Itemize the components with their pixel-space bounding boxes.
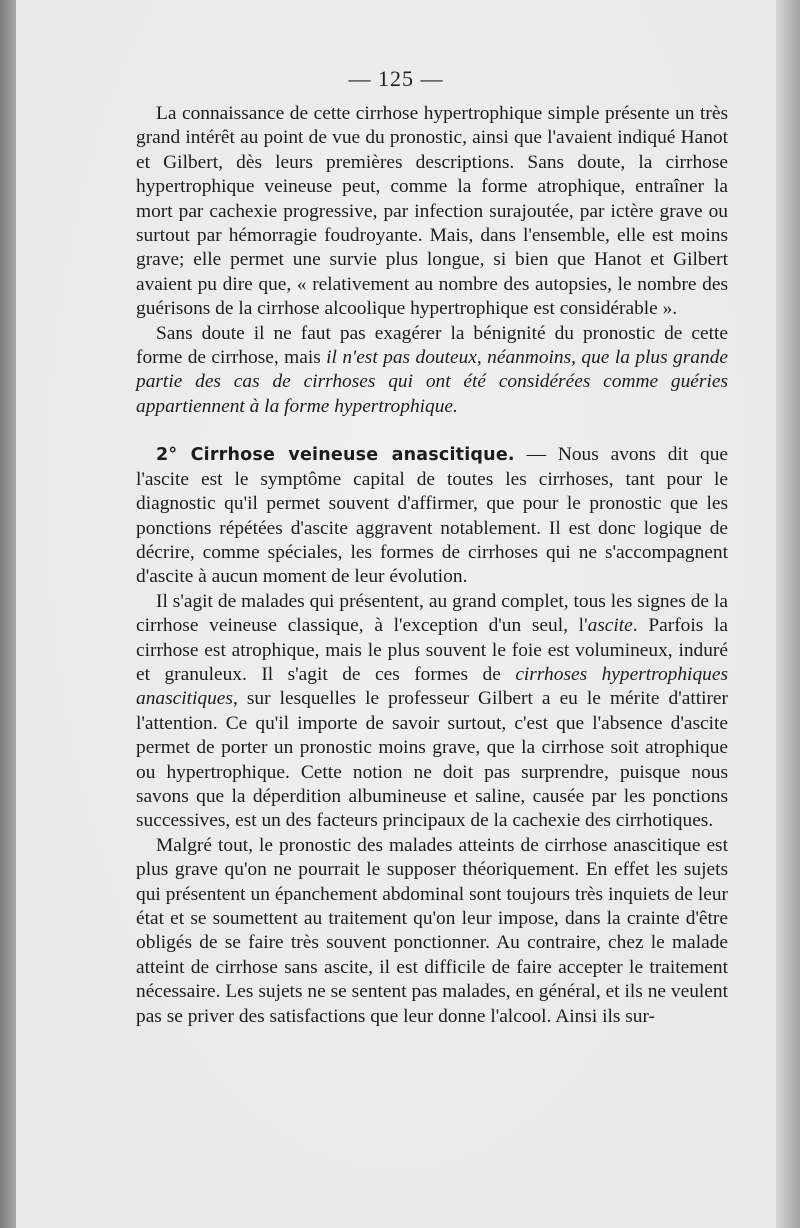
section-gap xyxy=(136,419,728,443)
book-page xyxy=(16,0,776,1228)
paragraph-benignity xyxy=(136,322,728,420)
italic-ascite: ascite xyxy=(587,615,633,637)
paragraph-text: . Parfois la cirrhose est atrophique, mais le plus souvent le foie est volumineux, induré et granuleux. Il s'agit de ces formes de xyxy=(136,615,728,685)
page-number: — 125 — xyxy=(348,66,444,91)
section-heading: 2° Cirrhose veineuse anascitique. xyxy=(156,445,515,466)
scan-edge-left xyxy=(0,0,16,1228)
paragraph-text: Il s'agit de malades qui présentent, au grand complet, tous les signes de la cirrhose veineuse classique, à l'exception d'un seul, l' xyxy=(136,590,728,637)
paragraph-text: La connaissance de cette cirrhose hypertrophique simple présente un très grand intérêt au point de vue du pronostic, ainsi que l'avaient indiqué Hanot et Gilbert, dès leurs premières descriptions. Sans doute, la cirrhose hypertrophique veineuse peut, comme la forme atrophique, entraîner la mort par cachexie progressive, par infection surajoutée, par ictère grave ou surtout par hémorragie foudroyante. Mais, dans l'ensemble, elle est moins grave; elle permet une survie plus longue, si bien que Hanot et Gilbert avaient pu dire que, « relativement au nombre des autopsies, le nombre des guérisons de la cirrhose alcoolique hypertrophique est considérable ». xyxy=(136,103,728,320)
paragraph-anascitic-prognosis xyxy=(136,834,728,1029)
italic-emphasis: il n'est pas douteux, néanmoins, que la plus grande partie des cas de cirrhoses qui ont été considérées comme guéries appartiennent à la forme hypertrophique. xyxy=(136,347,728,417)
paragraph-text: Malgré tout, le pronostic des malades atteints de cirrhose anascitique est plus grave qu'on ne pourrait le supposer théoriquement. En effet les sujets qui présentent un épanchement abdominal sont toujours très inquiets de leur état et se soumettent au traitement qu'on leur impose, dans la crainte d'être obligés de se faire très souvent ponctionner. Au contraire, chez le malade atteint de cirrhose sans ascite, il est difficile de faire accepter le traitement nécessaire. Les sujets ne se sentent pas malades, en général, et ils ne veulent pas se priver des satisfactions que leur donne l'alcool. Ainsi ils sur- xyxy=(136,834,728,1027)
paragraph-text: — Nous avons dit que l'ascite est le symptôme capital de toutes les cirrhoses, tant pour le diagnostic qu'il permet souvent d'affirmer, que pour le pronostic que les ponctions répétées d'ascite aggravent notablement. Il est donc logique de décrire, comme spéciales, les formes de cirrhoses qui ne s'accompagnent d'ascite à aucun moment de leur évolution. xyxy=(136,444,729,588)
paragraph-text: , sur lesquelles le professeur Gilbert a eu le mérite d'attirer l'attention. Ce qu'il importe de savoir surtout, c'est que l'absence d'ascite permet de porter un pronostic moins grave, que la cirrhose soit atrophique ou hypertrophique. Cette notion ne doit pas surprendre, puisque nous savons que la déperdition albumineuse et saline, causée par les ponctions successives, est un des facteurs principaux de la cachexie des cirrhotiques. xyxy=(136,688,728,832)
italic-cirrhoses-term: cirrhoses hypertrophiques anascitiques xyxy=(136,663,728,710)
paragraph-anascitic-description xyxy=(136,590,728,834)
page-body xyxy=(136,102,728,1029)
scan-edge-right xyxy=(776,0,800,1228)
paragraph-text: Sans doute il ne faut pas exagérer la bénignité du pronostic de cette forme de cirrhose, mais xyxy=(136,322,728,369)
paragraph-prognosis-hypertrophic xyxy=(136,102,728,322)
paragraph-anascitic-intro xyxy=(136,443,728,589)
